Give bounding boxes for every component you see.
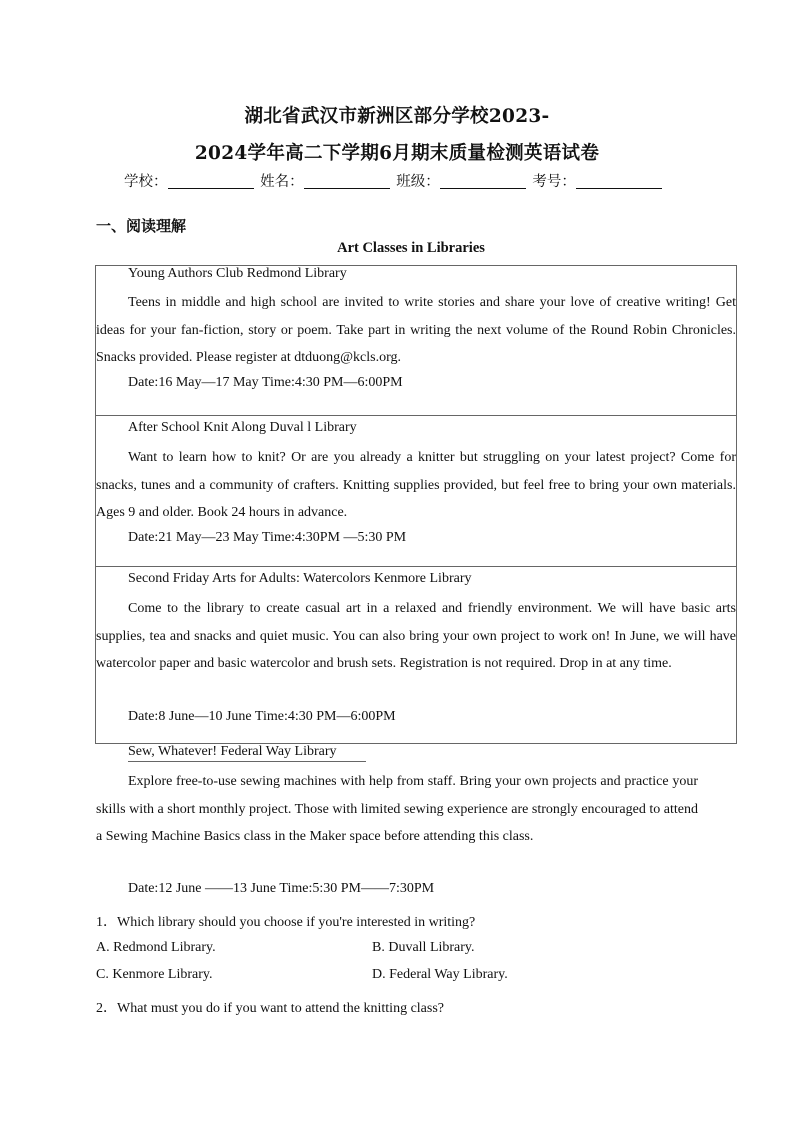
question-1-option-b[interactable]: B. Duvall Library. — [372, 940, 475, 955]
item-heading: After School Knit Along Duval l Library — [128, 420, 357, 435]
exam-number-blank[interactable] — [576, 175, 662, 189]
item-date: Date:8 June—10 June Time:4:30 PM—6:00PM — [128, 709, 396, 724]
passage-title: Art Classes in Libraries — [337, 240, 485, 256]
item-heading: Sew, Whatever! Federal Way Library — [128, 744, 337, 759]
item-body: Come to the library to create casual art in a relaxed and friendly environment. We will have basic arts supplies, tea and snacks and quiet music. You can also bring your own project to work on! In June, we will have watercolor paper and basic watercolor and brush sets. Registration is not required. Drop in at any time. — [96, 601, 736, 671]
question-1-option-c[interactable]: C. Kenmore Library. — [96, 967, 213, 982]
class-label: 班级： — [396, 174, 440, 190]
item-body: Teens in middle and high school are invited to write stories and share your love of creative writing! Get ideas for your fan-fiction, story or poem. Take part in writing the next volume of the Round Robin Chronicles. Snacks provided. Please register at dtduong@kcls.org. — [96, 295, 736, 365]
question-1-stem: 1．Which library should you choose if you're interested in writing? — [96, 915, 476, 930]
item-date: Date:16 May—17 May Time:4:30 PM—6:00PM — [128, 375, 403, 390]
school-blank[interactable] — [168, 175, 254, 189]
item-date: Date:12 June ——13 June Time:5:30 PM——7:30PM — [128, 881, 435, 896]
exam-title-line-2: 2024学年高二下学期6月期末质量检测英语试卷 — [194, 143, 600, 164]
item-heading: Young Authors Club Redmond Library — [128, 266, 347, 281]
item-body: Explore free-to-use sewing machines with help from staff. Bring your own projects and practice your skills with a short monthly project. Those with limited sewing experience are strongly encouraged to attend a Sewing Machine Basics class in the Maker space before attending this class. — [96, 774, 698, 844]
item-body: Want to learn how to knit? Or are you already a knitter but struggling on your latest project? Come for snacks, tunes and a community of crafters. Knitting supplies provided, but feel free to bring your own materials. Ages 9 and older. Book 24 hours in advance. — [96, 450, 736, 520]
exam-title-line-1: 湖北省武汉市新洲区部分学校2023- — [244, 106, 550, 127]
student-info-row — [124, 170, 664, 191]
class-blank[interactable] — [440, 175, 526, 189]
school-label: 学校： — [124, 174, 168, 190]
question-1-option-a[interactable]: A. Redmond Library. — [96, 940, 216, 955]
question-1-option-d[interactable]: D. Federal Way Library. — [372, 967, 508, 982]
question-2-stem: 2．What must you do if you want to attend the knitting class? — [96, 1001, 444, 1016]
name-blank[interactable] — [304, 175, 390, 189]
section-heading: 一、阅读理解 — [96, 217, 187, 235]
item-date: Date:21 May—23 May Time:4:30PM —5:30 PM — [128, 530, 407, 545]
heading-underline — [128, 761, 366, 762]
exam-number-label: 考号： — [532, 174, 576, 190]
name-label: 姓名： — [260, 174, 304, 190]
item-heading: Second Friday Arts for Adults: Watercolors Kenmore Library — [128, 571, 472, 586]
